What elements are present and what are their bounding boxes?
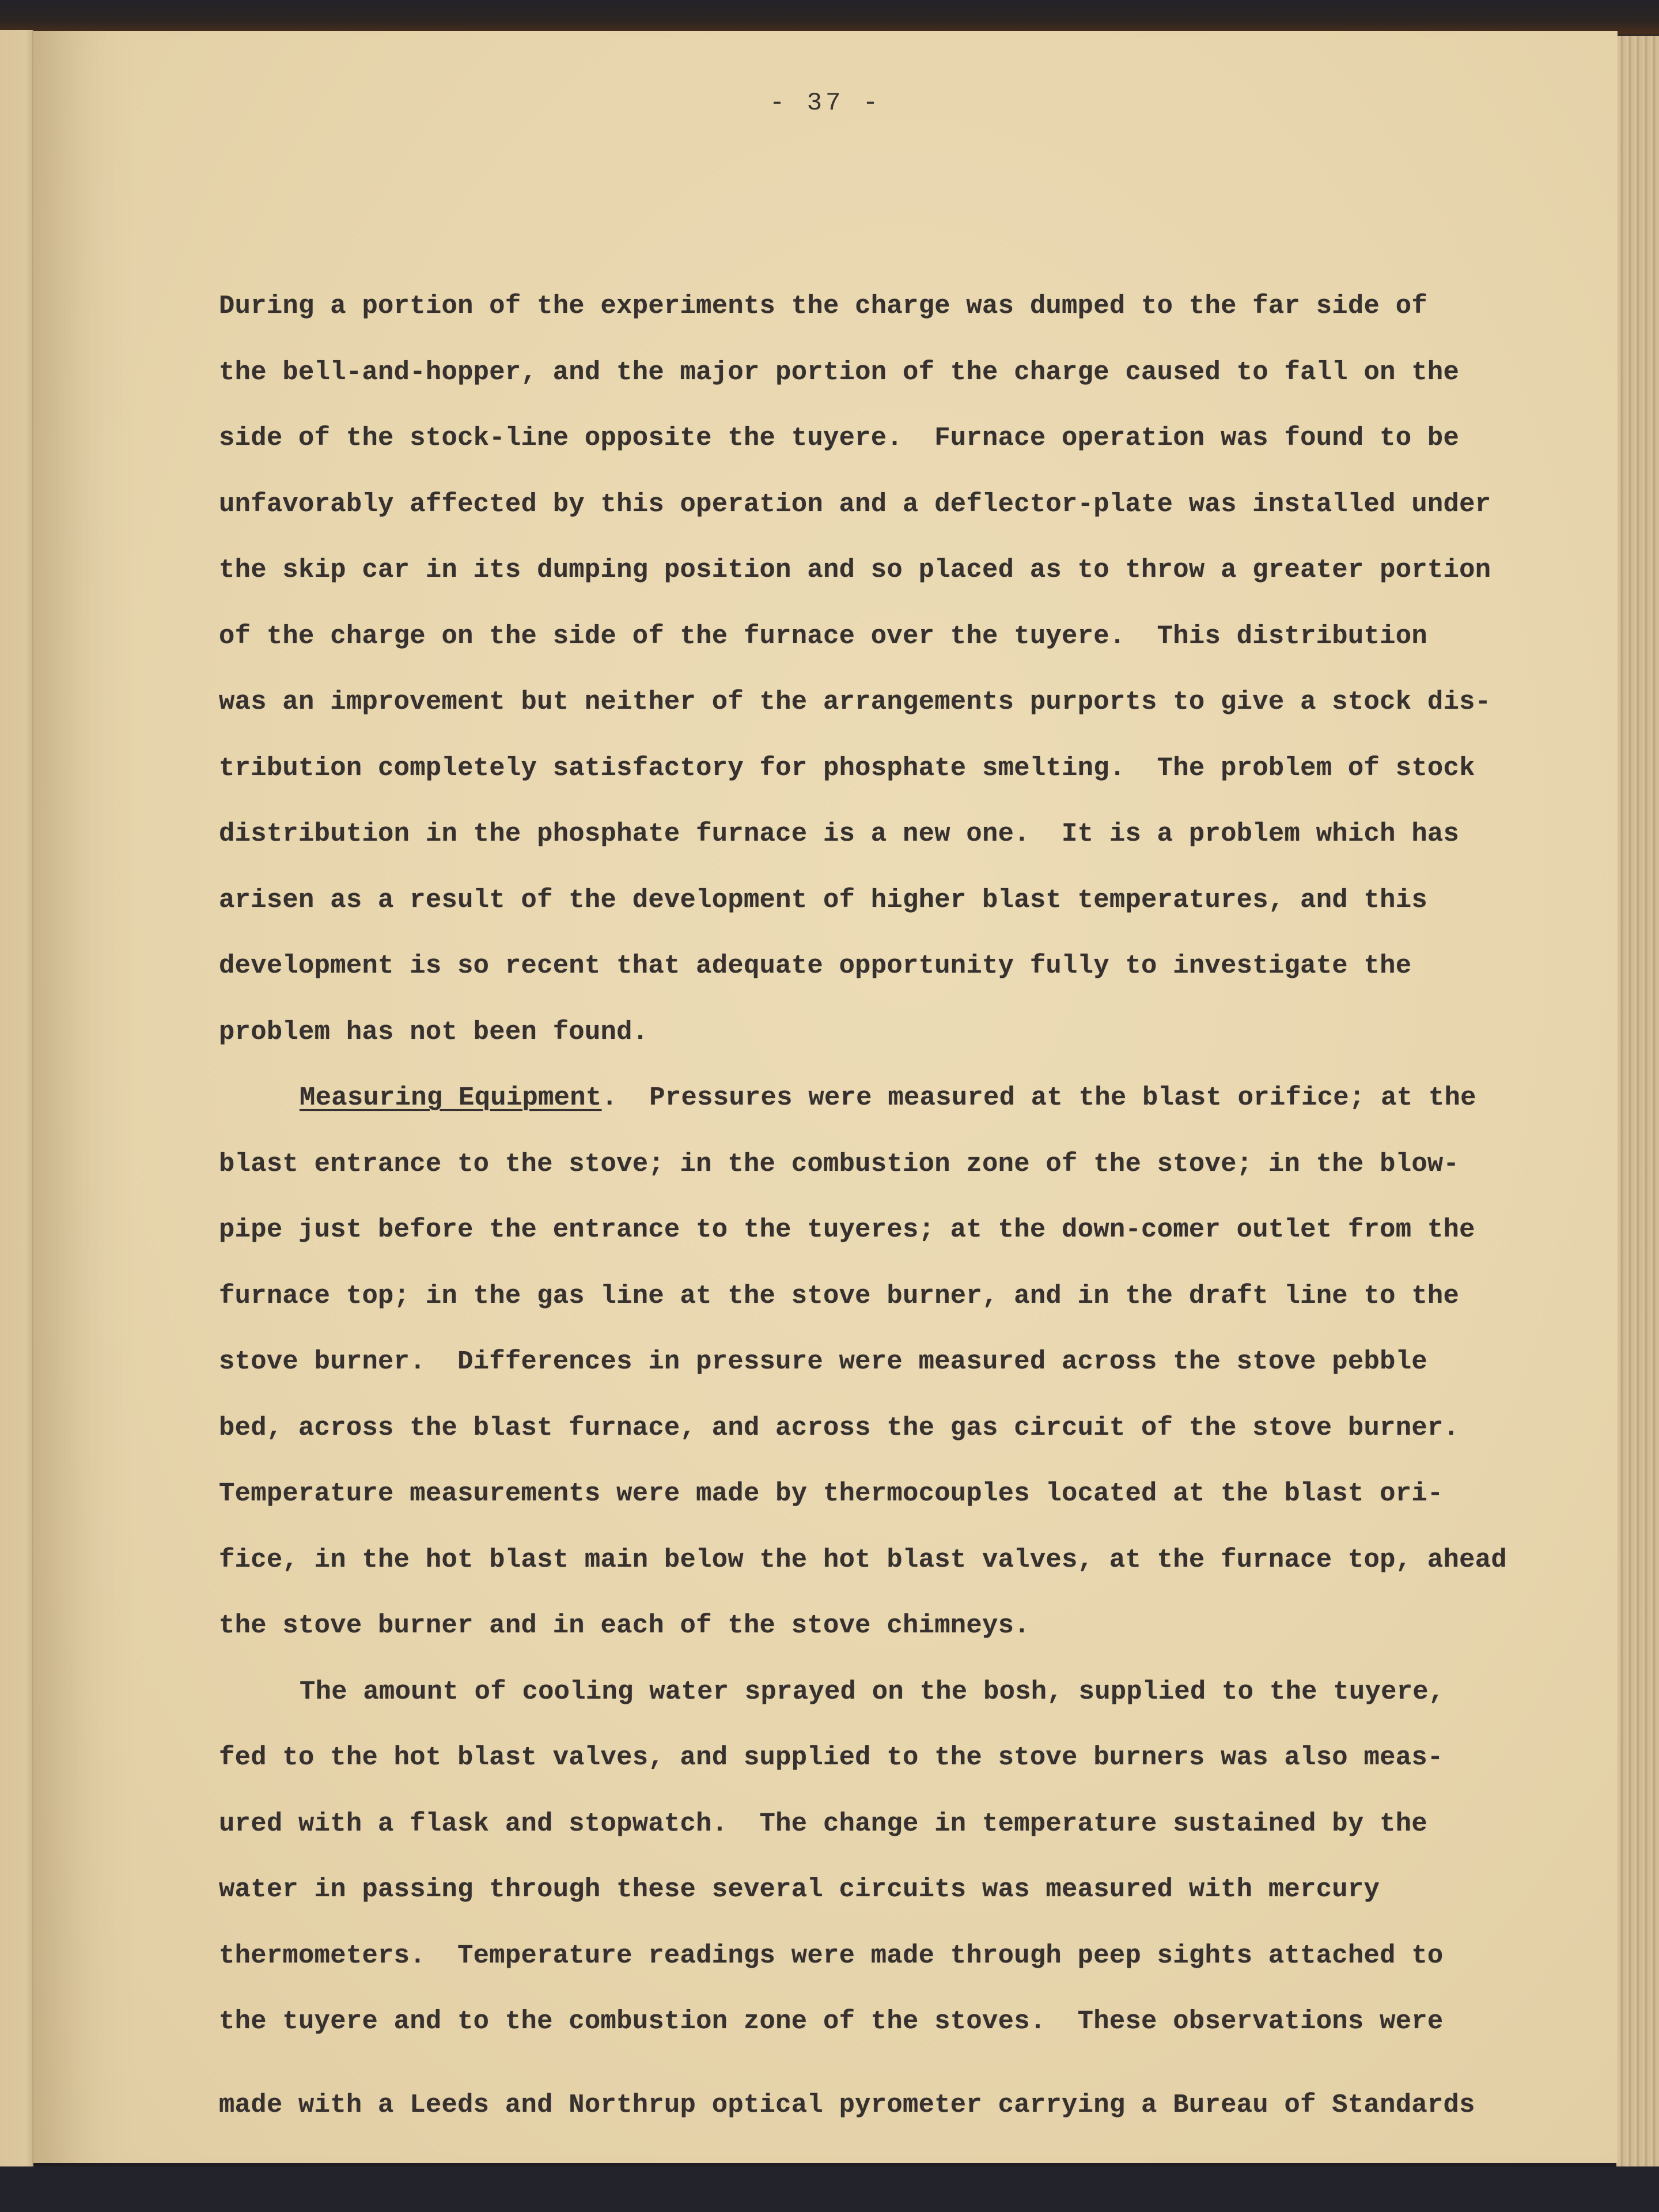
text-line: water in passing through these several circuits was measured with mercury [219, 1874, 1380, 1904]
text-line: furnace top; in the gas line at the stove burner, and in the draft line to the [219, 1280, 1460, 1311]
text-line: thermometers. Temperature readings were made through peep sights attached to [219, 1940, 1444, 1971]
text-line: distribution in the phosphate furnace is a new one. It is a problem which has [219, 819, 1460, 849]
book-binding-top [0, 0, 1659, 35]
text-line: problem has not been found. [219, 1016, 649, 1047]
text-line: made with a Leeds and Northrup optical pyrometer carrying a Bureau of Standards [219, 2089, 1475, 2120]
text-line: the stove burner and in each of the stove chimneys. [219, 1610, 1030, 1640]
book-binding-bottom [0, 2166, 1659, 2212]
text-line: fed to the hot blast valves, and supplied to the stove burners was also meas- [219, 1742, 1444, 1772]
page-stack-edges [1616, 36, 1659, 2168]
text-line: pipe just before the entrance to the tuyeres; at the down-comer outlet from the [219, 1215, 1475, 1245]
text-line: side of the stock-line opposite the tuyere. Furnace operation was found to be [219, 423, 1460, 453]
text-line: development is so recent that adequate opportunity fully to investigate the [219, 951, 1412, 981]
paragraph [219, 1659, 1601, 2138]
text-line: The amount of cooling water sprayed on the bosh, supplied to the tuyere, [300, 1676, 1445, 1707]
document-page [33, 31, 1618, 2163]
text-run: . Pressures were measured at the blast orifice; at the [601, 1083, 1476, 1113]
text-line: the bell-and-hopper, and the major portion of the charge caused to fall on the [219, 357, 1460, 387]
section-heading: Measuring Equipment [300, 1083, 602, 1113]
text-line: unfavorably affected by this operation and a deflector-plate was installed under [219, 489, 1491, 519]
paragraph [219, 273, 1601, 1065]
paragraph [219, 1065, 1601, 1659]
text-line: of the charge on the side of the furnace over the tuyere. This distribution [219, 621, 1427, 651]
text-line: tribution completely satisfactory for phosphate smelting. The problem of stock [219, 753, 1475, 783]
text-line: stove burner. Differences in pressure were measured across the stove pebble [219, 1347, 1427, 1377]
text-line: During a portion of the experiments the charge was dumped to the far side of [219, 291, 1427, 321]
text-line: was an improvement but neither of the arrangements purports to give a stock dis- [219, 687, 1491, 717]
text-line: arisen as a result of the development of higher blast temperatures, and this [219, 884, 1427, 915]
text-line [219, 1065, 1601, 1131]
body-text [219, 273, 1601, 2138]
text-line: blast entrance to the stove; in the combustion zone of the stove; in the blow- [219, 1148, 1460, 1179]
text-line: ured with a flask and stopwatch. The change in temperature sustained by the [219, 1808, 1427, 1839]
text-line: bed, across the blast furnace, and across the gas circuit of the stove burner. [219, 1412, 1460, 1443]
text-line: the tuyere and to the combustion zone of the stoves. These observations were [219, 2006, 1444, 2036]
facing-page-edge [0, 30, 33, 2173]
text-line: Temperature measurements were made by thermocouples located at the blast ori- [219, 1479, 1444, 1508]
text-line: fice, in the hot blast main below the hot blast valves, at the furnace top, ahead [219, 1544, 1507, 1575]
page-number: - 37 - [769, 89, 882, 118]
text-line: the skip car in its dumping position and so placed as to throw a greater portion [219, 555, 1491, 585]
